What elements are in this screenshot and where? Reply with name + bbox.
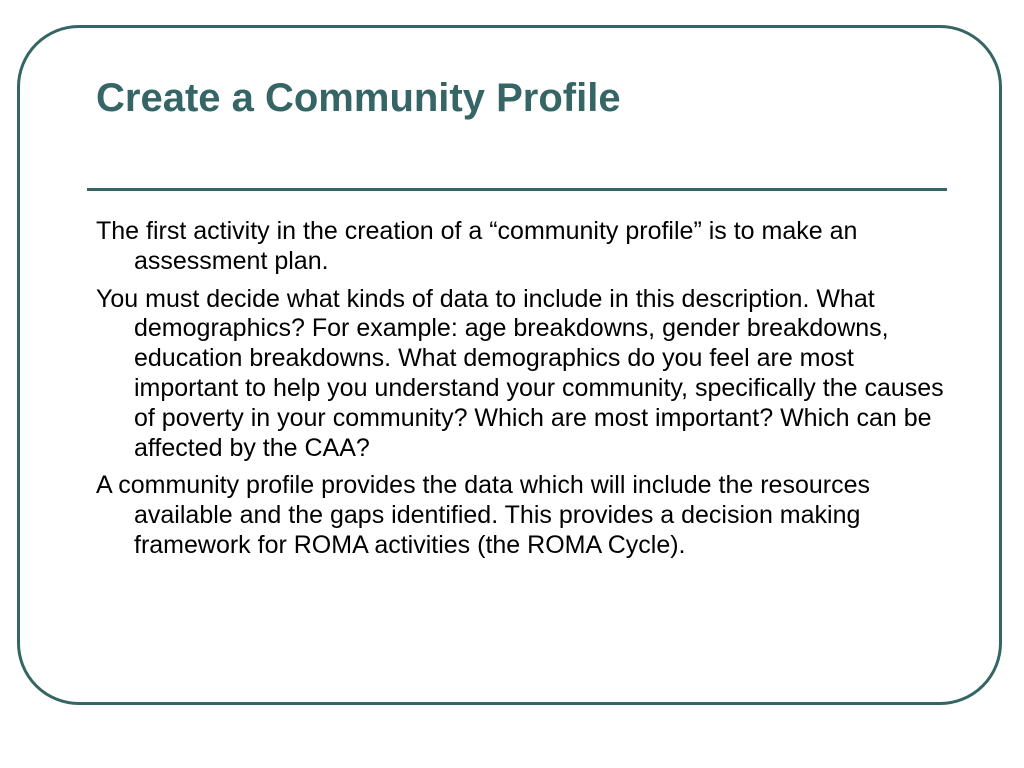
title-divider [87, 188, 947, 191]
slide-body [96, 217, 946, 569]
body-paragraph: The first activity in the creation of a “community profile” is to make an assessment plan. [96, 217, 858, 275]
body-paragraph: A community profile provides the data which will include the resources available and the gaps identified. This provides a decision making framework for ROMA activities (the ROMA Cycle). [96, 471, 870, 559]
slide-title: Create a Community Profile [96, 76, 621, 120]
body-paragraph: You must decide what kinds of data to include in this description. What demographics? For example: age breakdowns, gender breakdowns, education breakdowns. What demographics do you feel are most important to help you understand your community, specifically the causes of poverty in your community? Which are most important? Which can be affected by the CAA? [96, 284, 944, 462]
